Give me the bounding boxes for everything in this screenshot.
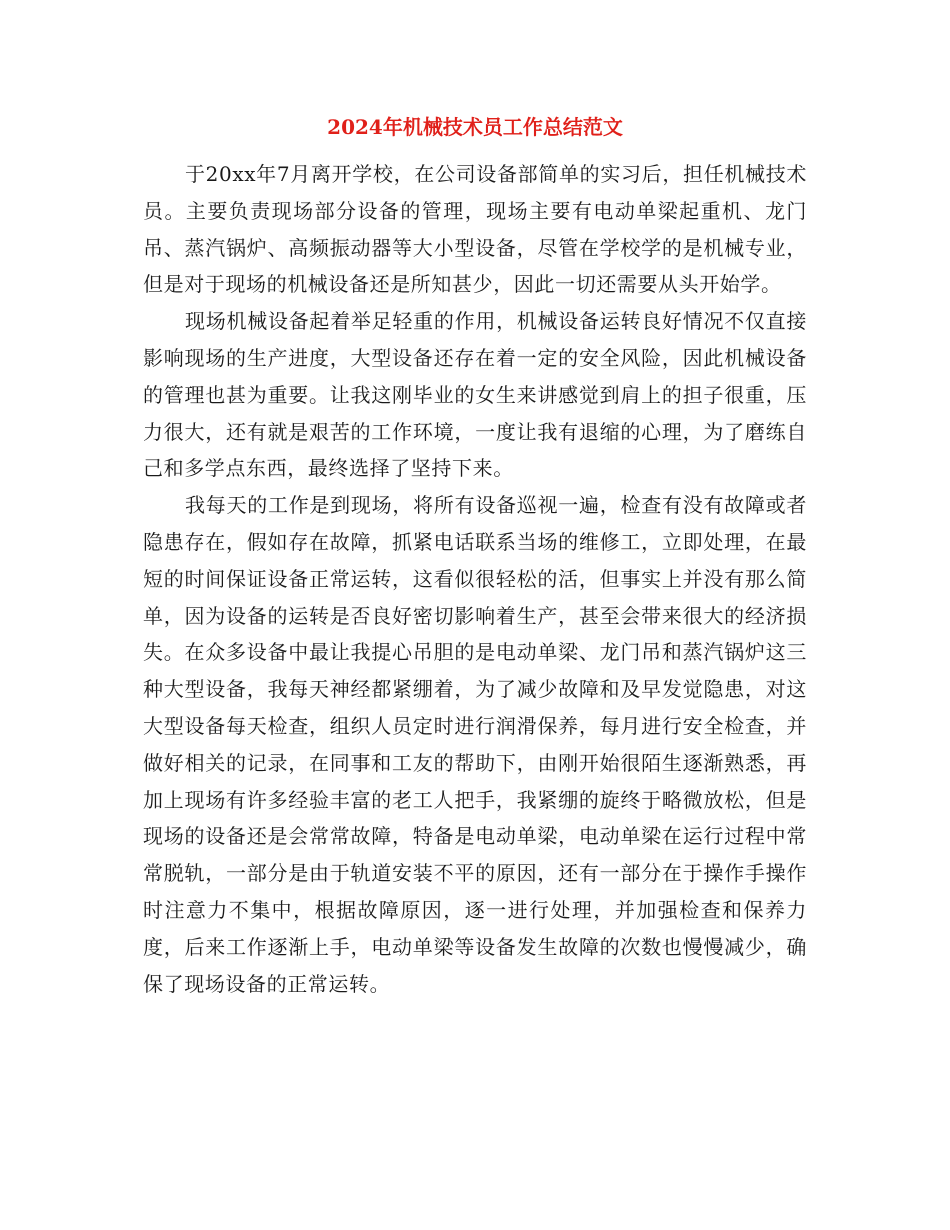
paragraph-1: 于20xx年7月离开学校，在公司设备部简单的实习后，担任机械技术员。主要负责现场部分设备的管理，现场主要有电动单梁起重机、龙门吊、蒸汽锅炉、高频振动器等大小型设备，尽管在学校学的是机械专业，但是对于现场的机械设备还是所知甚少，因此一切还需要从头开始学。 [143, 162, 807, 297]
paragraph-3: 我每天的工作是到现场，将所有设备巡视一遍，检查有没有故障或者隐患存在，假如存在故障，抓紧电话联系当场的维修工，立即处理，在最短的时间保证设备正常运转，这看似很轻松的活，但事实上并没有那么简单，因为设备的运转是否良好密切影响着生产，甚至会带来很大的经济损失。在众多设备中最让我提心吊胆的是电动单梁、龙门吊和蒸汽锅炉这三种大型设备，我每天神经都紧绷着，为了减少故障和及早发觉隐患，对这大型设备每天检查，组织人员定时进行润滑保养，每月进行安全检查，并做好相关的记录，在同事和工友的帮助下，由刚开始很陌生逐渐熟悉，再加上现场有许多经验丰富的老工人把手，我紧绷的旋终于略微放松，但是现场的设备还是会常常故障，特备是电动单梁，电动单梁在运行过程中常常脱轨，一部分是由于轨道安装不平的原因，还有一部分在于操作手操作时注意力不集中，根据故障原因，逐一进行处理，并加强检查和保养力度，后来工作逐渐上手，电动单梁等设备发生故障的次数也慢慢减少，确保了现场设备的正常运转。 [143, 493, 807, 996]
document-title: 2024年机械技术员工作总结范文 [327, 115, 623, 139]
paragraph-2: 现场机械设备起着举足轻重的作用，机械设备运转良好情况不仅直接影响现场的生产进度，大型设备还存在着一定的安全风险，因此机械设备的管理也甚为重要。让我这刚毕业的女生来讲感觉到肩上的担子很重，压力很大，还有就是艰苦的工作环境，一度让我有退缩的心理，为了磨练自己和多学点东西，最终选择了坚持下来。 [143, 309, 807, 481]
document-body [143, 156, 807, 1002]
